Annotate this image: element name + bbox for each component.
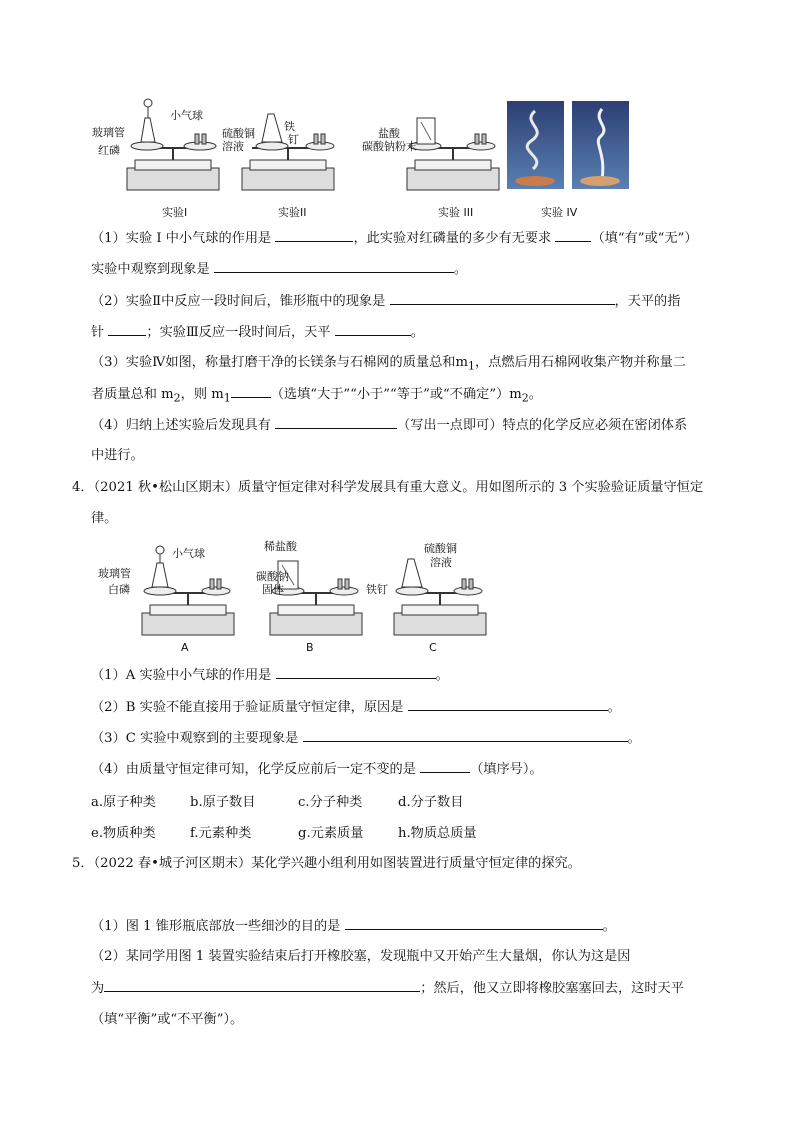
q3-part1-line2: 实验中观察到现象是 。 xyxy=(91,262,468,277)
option-f: f.元素种类 xyxy=(190,826,252,841)
q5-part2-line2: 为 ；然后，他又立即将橡胶塞塞回去，这时天平 xyxy=(91,981,684,996)
label-balloon: 小气球 xyxy=(170,109,203,122)
q5-part1: （1）图 1 锥形瓶底部放一些细沙的目的是 。 xyxy=(91,919,616,934)
answer-blank[interactable] xyxy=(420,760,470,773)
q4-heading: 4．（2021 秋•松山区期末）质量守恒定律对科学发展具有重大意义。用如图所示的 3 个实验验证质量守恒定 xyxy=(72,480,704,495)
label-cuso4: 硫酸铜 xyxy=(222,127,255,140)
label-solution: 溶液 xyxy=(222,140,244,153)
label-iron-nail: 铁钉 xyxy=(366,583,388,596)
q3-part3-line2: 者质量总和 $m_2$，则 $m_1$ （选填“大于”“小于”“等于”或“不确定$”)m_2$。 xyxy=(91,387,542,405)
answer-blank[interactable] xyxy=(231,385,271,398)
caption-exp-1: 实验I xyxy=(162,206,188,219)
q3-part2-line1: （2）实验Ⅱ中反应一段时间后，锥形瓶中的现象是 ，天平的指 xyxy=(91,294,681,309)
caption-exp-2: 实验II xyxy=(278,206,307,219)
caption-b: B xyxy=(306,641,314,654)
answer-blank[interactable] xyxy=(108,323,146,336)
caption-exp-3: 实验 III xyxy=(438,206,474,219)
answer-blank[interactable] xyxy=(345,917,603,930)
label-cuso4-c: 硫酸铜 xyxy=(424,542,457,555)
answer-blank[interactable] xyxy=(555,229,591,242)
caption-exp-4: 实验 IV xyxy=(541,206,578,219)
option-c: c.分子种类 xyxy=(298,795,363,810)
label-na2co3-powder: 碳酸钠粉末 xyxy=(362,140,417,153)
label-solid: 固体 xyxy=(262,583,284,596)
answer-blank[interactable] xyxy=(276,666,436,679)
caption-a: A xyxy=(181,641,189,654)
label-white-phosphorus: 白磷 xyxy=(108,583,130,596)
label-solution-c: 溶液 xyxy=(430,556,452,569)
label-nail: 钉 xyxy=(288,133,299,146)
option-b: b.原子数目 xyxy=(190,795,256,810)
q3-part1-line1: （1）实验 I 中小气球的作用是 ，此实验对红磷量的多少有无要求 （填“有”或“无”） xyxy=(91,231,698,246)
label-glass-tube: 玻璃管 xyxy=(92,126,125,139)
answer-blank[interactable] xyxy=(408,698,608,711)
q4-part4: （4）由质量守恒定律可知，化学反应前后一定不变的是 （填序号）。 xyxy=(91,762,543,777)
q5-heading: 5．（2022 春•城子河区期末）某化学兴趣小组利用如图装置进行质量守恒定律的探究。 xyxy=(72,856,581,871)
label-glass-tube-a: 玻璃管 xyxy=(98,567,131,580)
answer-blank[interactable] xyxy=(214,260,454,273)
option-h: h.物质总质量 xyxy=(398,826,477,841)
balance-diagram-2 xyxy=(230,100,340,195)
label-na2co3-b: 碳酸钠 xyxy=(256,570,289,583)
option-g: g.元素质量 xyxy=(298,826,364,841)
answer-blank[interactable] xyxy=(390,292,615,305)
answer-blank[interactable] xyxy=(303,729,628,742)
answer-blank[interactable] xyxy=(335,323,411,336)
q5-part2-line1: （2）某同学用图 1 装置实验结束后打开橡胶塞，发现瓶中又开始产生大量烟，你认为这是因 xyxy=(91,949,631,964)
photo-magnesium-after xyxy=(572,101,629,189)
q3-part2-line2: 针 ；实验Ⅲ反应一段时间后，天平 。 xyxy=(91,325,424,340)
q3-part4-line1: （4）归纳上述实验后发现具有 （写出一点即可）特点的化学反应必须在密闭体系 xyxy=(91,418,688,433)
q5-part2-line3: （填“平衡”或“不平衡”）。 xyxy=(91,1012,244,1027)
label-dilute-hcl: 稀盐酸 xyxy=(264,540,297,553)
q4-part3: （3）C 实验中观察到的主要现象是 。 xyxy=(91,731,641,746)
label-hcl: 盐酸 xyxy=(378,127,400,140)
caption-c: C xyxy=(429,641,437,654)
label-balloon-a: 小气球 xyxy=(172,547,205,560)
photo-magnesium-before xyxy=(507,101,564,189)
option-a: a.原子种类 xyxy=(91,795,156,810)
option-e: e.物质种类 xyxy=(91,826,156,841)
answer-blank[interactable] xyxy=(275,229,353,242)
label-red-phosphorus: 红磷 xyxy=(98,144,120,157)
answer-blank[interactable] xyxy=(104,979,420,992)
q3-part3-line1: （3）实验Ⅳ如图，称量打磨干净的长镁条与石棉网的质量总和$m_1$，点燃后用石棉网收集产物并称量二 xyxy=(91,355,686,373)
q3-part4-line2: 中进行。 xyxy=(91,448,144,463)
answer-blank[interactable] xyxy=(275,416,397,429)
q4-part2: （2）B 实验不能直接用于验证质量守恒定律，原因是 。 xyxy=(91,700,621,715)
option-d: d.分子数目 xyxy=(398,795,464,810)
q4-heading-cont: 律。 xyxy=(91,511,118,526)
label-iron: 铁 xyxy=(284,120,295,133)
q4-part1: （1）A 实验中小气球的作用是 。 xyxy=(91,668,449,683)
